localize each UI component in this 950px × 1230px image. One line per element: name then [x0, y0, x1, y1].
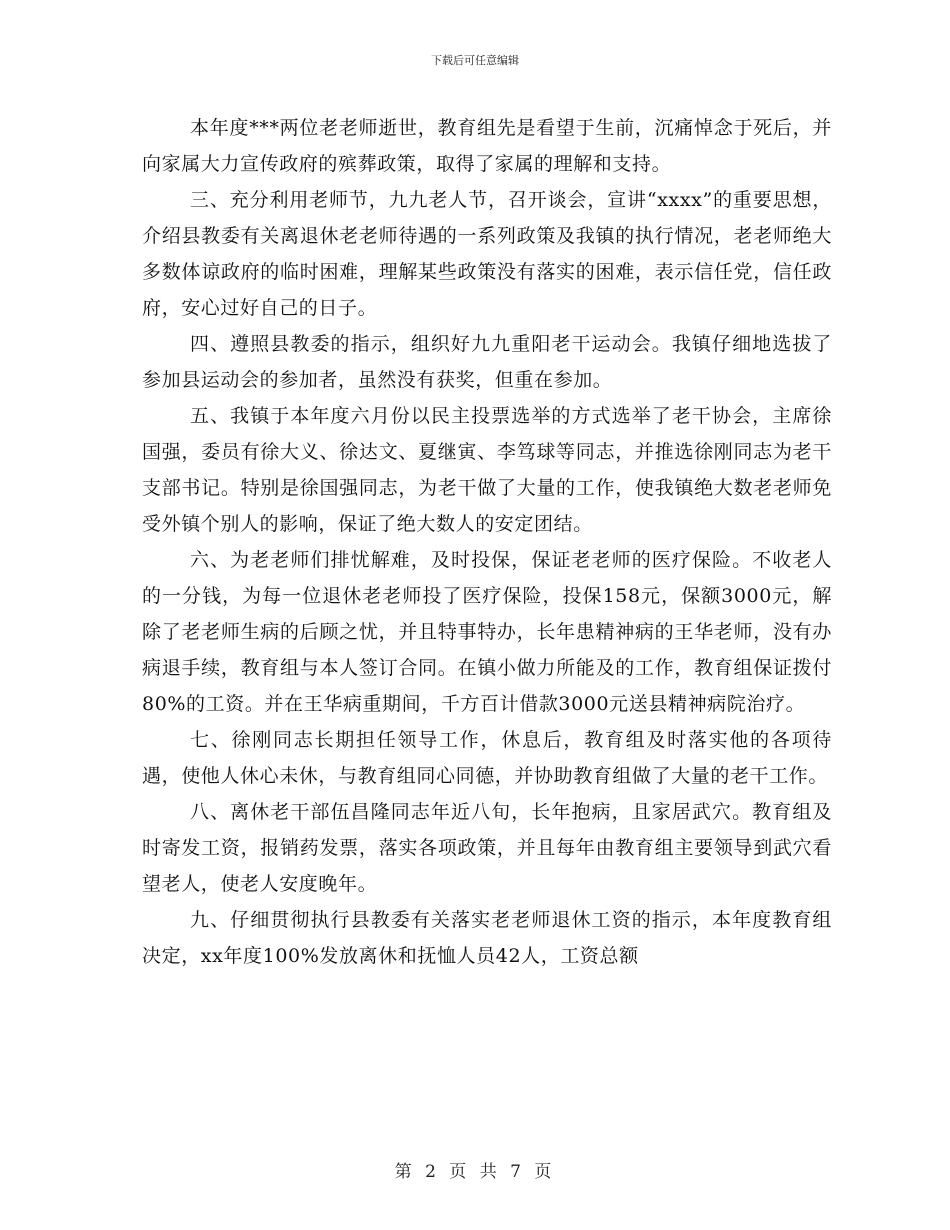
document-body	[142, 110, 832, 974]
paragraph-teachers-day-meeting: 三、充分利用老师节，九九老人节，召开谈会，宣讲“xxxx”的重要思想，介绍县教委有关离退休老老师待遇的一系列政策及我镇的执行情况，老老师绝大多数体谅政府的临时困难，理解某些政策没有落实的困难，表示信任党，信任政府，安心过好自己的日子。	[142, 189, 832, 319]
page-number: 第 2 页 共 7 页	[394, 1162, 556, 1182]
paragraph-funeral-policy: 本年度***两位老老师逝世，教育组先是看望于生前，沉痛悼念于死后，并向家属大力宣传政府的殡葬政策，取得了家属的理解和支持。	[142, 117, 832, 175]
paragraph-xu-gang-benefits: 七、徐刚同志长期担任领导工作，休息后，教育组及时落实他的各项待遇，使他人休心未休，与教育组同心同德，并协助教育组做了大量的老干工作。	[142, 729, 832, 787]
paragraph-retirement-wages: 九、仔细贯彻执行县教委有关落实老老师退休工资的指示，本年度教育组决定，xx年度100%发放离休和抚恤人员42人，工资总额	[142, 909, 832, 967]
paragraph-medical-insurance: 六、为老老师们排忧解难，及时投保，保证老老师的医疗保险。不收老人的一分钱，为每一位退休老老师投了医疗保险，投保158元，保额3000元，解除了老老师生病的后顾之忧，并且特事特办，长年患精神病的王华老师，没有办病退手续，教育组与本人签订合同。在镇小做力所能及的工作，教育组保证拨付80%的工资。并在王华病重期间，千方百计借款3000元送县精神病院治疗。	[142, 549, 832, 715]
paragraph-retired-cadre-care: 八、离休老干部伍昌隆同志年近八旬，长年抱病，且家居武穴。教育组及时寄发工资，报销药发票，落实各项政策，并且每年由教育组主要领导到武穴看望老人，使老人安度晚年。	[142, 801, 832, 895]
paragraph-association-election: 五、我镇于本年度六月份以民主投票选举的方式选举了老干协会，主席徐国强，委员有徐大义、徐达文、夏继寅、李笃球等同志，并推选徐刚同志为老干支部书记。特别是徐国强同志，为老干做了大量的工作，使我镇绝大数老老师免受外镇个别人的影响，保证了绝大数人的安定团结。	[142, 405, 832, 535]
paragraph-sports-meet: 四、遵照县教委的指示，组织好九九重阳老干运动会。我镇仔细地选拔了参加县运动会的参加者，虽然没有获奖，但重在参加。	[142, 333, 832, 391]
page-header-note: 下载后可任意编辑	[431, 54, 519, 67]
